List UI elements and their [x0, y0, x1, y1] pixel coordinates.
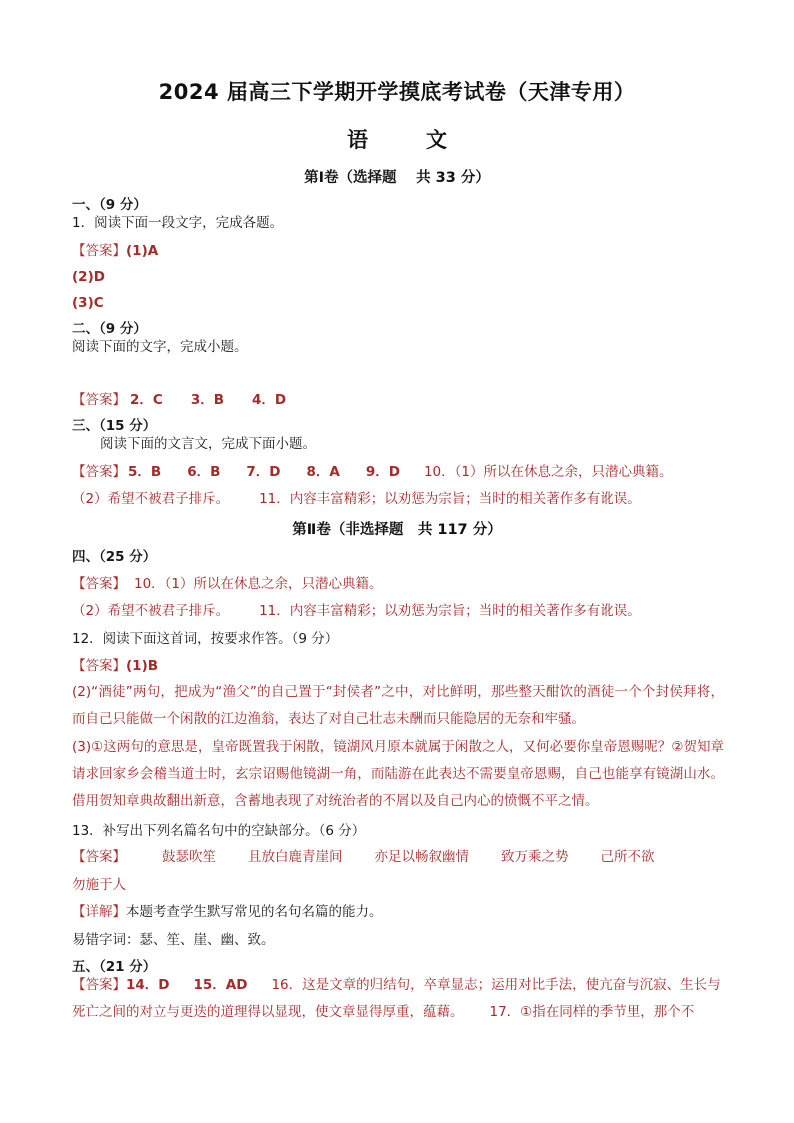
answer-value: （2）希望不被君子排斥。	[72, 491, 230, 507]
section-2-prompt: 阅读下面的文字，完成小题。	[72, 339, 248, 355]
answer-value: 死亡之间的对立与更迭的道理得以显现，使文章显得厚重，蕴藉。	[72, 1004, 464, 1020]
section-3-prompt: 阅读下面的文言文，完成下面小题。	[100, 436, 316, 452]
answer-value: 7．D	[246, 464, 281, 480]
section-5-answer-cont	[72, 1003, 694, 1021]
answer-value: 6．B	[187, 464, 221, 480]
question-12-answer-3: (3)①这两句的意思是，皇帝既置我于闲散，镜湖风月原本就属于闲散之人，又何必要你皇帝恩赐呢？②贺知章请求回家乡会稽当道士时，玄宗诏赐他镜湖一角，而陆游在此表达不需要皇帝恩赐，自己也能享有镜湖山水。借用贺知章典故翻出新意，含蓄地表现了对统治者的不屑以及自己内心的愤慨不平之情。	[72, 739, 724, 809]
answer-value: 9．D	[365, 464, 400, 480]
answer-label: 【答案】	[72, 576, 126, 592]
section-2-answer	[72, 391, 286, 409]
section-5-heading: 五、（21 分）	[72, 959, 157, 975]
question-13-prompt: 13．补写出下列名篇名句中的空缺部分。（6 分）	[72, 823, 366, 839]
subject-heading	[0, 124, 794, 154]
question-13-errors: 易错字词：瑟、笙、崖、幽、致。	[72, 932, 275, 948]
answer-value: 15．AD	[193, 977, 248, 993]
answer-value: 11．内容丰富精彩；以劝惩为宗旨；当时的相关著作多有讹误。	[259, 491, 641, 507]
answer-value: 16．这是文章的归结句，卒章显志；运用对比手法，使亢奋与沉寂、生长与	[271, 977, 721, 993]
answer-value: 致万乘之势	[501, 849, 569, 865]
answer-value: 且放白鹿青崖间	[248, 849, 343, 865]
section-1-answer-2: (2)D	[72, 269, 105, 285]
answer-value: (1)B	[126, 658, 159, 674]
section-5-answer	[72, 976, 721, 994]
answer-value: 14．D	[126, 977, 170, 993]
volume-2-heading: 第Ⅱ卷（非选择题 共 117 分）	[292, 522, 502, 538]
volume-1-heading: 第Ⅰ卷（选择题 共 33 分）	[304, 170, 490, 186]
answer-value: 己所不欲	[600, 849, 655, 865]
answer-value: 2．C	[130, 392, 163, 408]
section-1-heading: 一、（9 分）	[72, 197, 147, 213]
answer-label: 【答案】	[72, 849, 126, 865]
answer-value: 10．（1）所以在休息之余，只潜心典籍。	[423, 464, 673, 480]
answer-value: 17．①指在同样的季节里，那个不	[489, 1004, 695, 1020]
answer-label: 【答案】	[72, 243, 126, 259]
section-1-prompt: 1．阅读下面一段文字，完成各题。	[72, 215, 284, 231]
answer-label: 【答案】	[72, 658, 126, 674]
section-4-answer-cont	[72, 602, 641, 620]
section-4-heading: 四、（25 分）	[72, 549, 157, 565]
answer-label: 【答案】	[72, 464, 126, 480]
section-2-heading: 二、（9 分）	[72, 321, 147, 337]
answer-value: 鼓瑟吹笙	[162, 849, 216, 865]
answer-value: 11．内容丰富精彩；以劝惩为宗旨；当时的相关著作多有讹误。	[259, 603, 641, 619]
answer-label: 【答案】	[72, 977, 126, 993]
question-12-answer-2: (2)“酒徒”两句，把成为“渔父”的自己置于“封侯者”之中，对比鲜明，那些整天酣饮的酒徒一个个封侯拜将，而自己只能做一个闲散的江边渔翁，表达了对自己壮志未酬而只能隐居的无奈和牢骚。	[72, 684, 724, 727]
answer-value: （2）希望不被君子排斥。	[72, 603, 230, 619]
question-13-answer	[72, 848, 655, 866]
section-3-heading: 三、（15 分）	[72, 418, 157, 434]
answer-value: 4．D	[252, 392, 287, 408]
detail-text: 本题考查学生默写常见的名句名篇的能力。	[126, 904, 383, 920]
detail-label: 【详解】	[72, 904, 126, 920]
subject-char-1: 语	[347, 128, 368, 152]
question-12-answer	[72, 657, 158, 675]
answer-label: 【答案】	[72, 392, 126, 408]
section-3-answer-cont	[72, 490, 641, 508]
answer-value: 5．B	[128, 464, 162, 480]
answer-value: 亦足以畅叙幽情	[374, 849, 469, 865]
question-12-prompt: 12．阅读下面这首词，按要求作答。（9 分）	[72, 631, 339, 647]
section-3-answer	[72, 463, 672, 481]
question-13-detail	[72, 903, 383, 921]
answer-value: (1)A	[126, 243, 159, 259]
answer-value: 10．（1）所以在休息之余，只潜心典籍。	[134, 576, 383, 592]
exam-title: 2024 届高三下学期开学摸底考试卷（天津专用）	[158, 80, 636, 104]
answer-value: 8．A	[306, 464, 340, 480]
subject-char-2: 文	[426, 128, 447, 152]
section-4-answer	[72, 575, 383, 593]
answer-value: 3．B	[190, 392, 224, 408]
section-1-answer-3: (3)C	[72, 295, 104, 311]
question-13-answer-cont: 勿施于人	[72, 877, 126, 893]
section-1-answer	[72, 242, 158, 260]
